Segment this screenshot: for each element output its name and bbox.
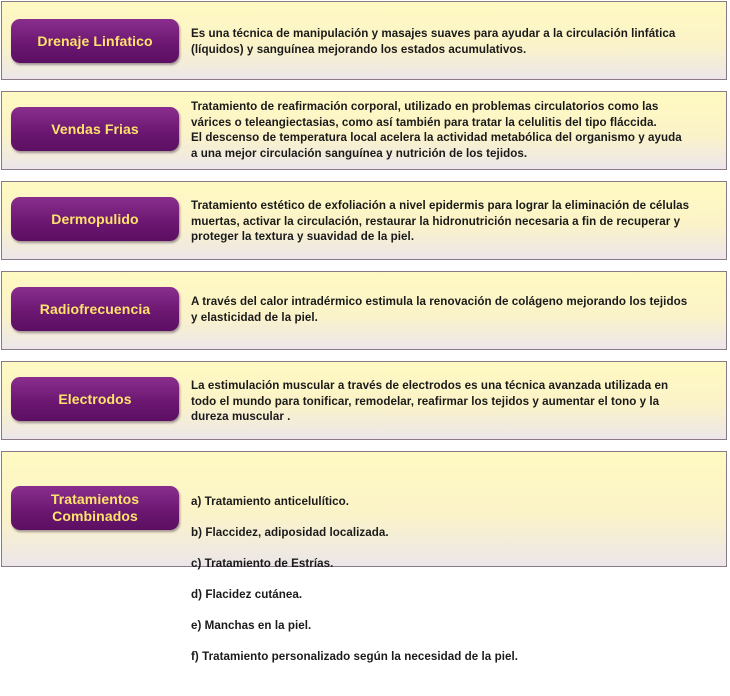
treatment-label-button[interactable]: Electrodos (11, 377, 179, 421)
treatment-description: Tratamiento estético de exfoliación a nivel epidermis para lograr la eliminación de células muertas, activar la circulación, restaurar la hidronutrición necesaria a fin de recuperar y proteger la textura y suavidad de la piel. (191, 199, 690, 243)
treatment-panel-tratamientos-combinados (1, 451, 727, 663)
treatment-items (191, 463, 716, 696)
treatment-label-button[interactable]: Radiofrecuencia (11, 287, 179, 331)
treatment-panel-electrodos (1, 361, 727, 440)
list-item: e) Manchas en la piel. (191, 619, 312, 632)
list-item: b) Flaccidez, adiposidad localizada. (191, 526, 389, 539)
treatment-description: A través del calor intradérmico estimula la renovación de colágeno mejorando los tejidos y elasticidad de la piel. (191, 295, 688, 324)
list-item: a) Tratamiento anticelulítico. (191, 495, 350, 508)
list-item: f) Tratamiento personalizado según la necesidad de la piel. (191, 650, 519, 663)
list-item: d) Flacidez cutánea. (191, 588, 303, 601)
treatment-panel-drenaje-linfatico (1, 1, 727, 80)
treatment-item-list (191, 479, 716, 681)
treatment-label-button[interactable]: Tratamientos Combinados (11, 486, 179, 530)
treatment-description: Es una técnica de manipulación y masajes suaves para ayudar a la circulación linfática (líquidos) y sanguínea mejorando los estados acumulativos. (191, 27, 676, 56)
treatment-label-button[interactable]: Dermopulido (11, 197, 179, 241)
treatment-description: La estimulación muscular a través de electrodos es una técnica avanzada utilizada en todo el mundo para tonificar, remodelar, reafirmar los tejidos y aumentar el tono y la dureza muscular . (191, 379, 669, 423)
treatment-label-button[interactable]: Drenaje Linfatico (11, 19, 179, 63)
treatment-panel-dermopulido (1, 181, 727, 260)
treatment-label-button[interactable]: Vendas Frias (11, 107, 179, 151)
treatment-panel-radiofrecuencia (1, 271, 727, 350)
list-item: c) Tratamiento de Estrías. (191, 557, 334, 570)
treatment-description: Tratamiento de reafirmación corporal, utilizado en problemas circulatorios como las várices o teleangiectasias, como así también para tratar la celulitis del tipo fláccida. El descenso de temperatura local acelera la actividad metabólica del organismo y ayuda a una mejor circulación sanguínea y nutrición de los tejidos. (191, 100, 682, 160)
treatment-panel-vendas-frias (1, 91, 727, 170)
